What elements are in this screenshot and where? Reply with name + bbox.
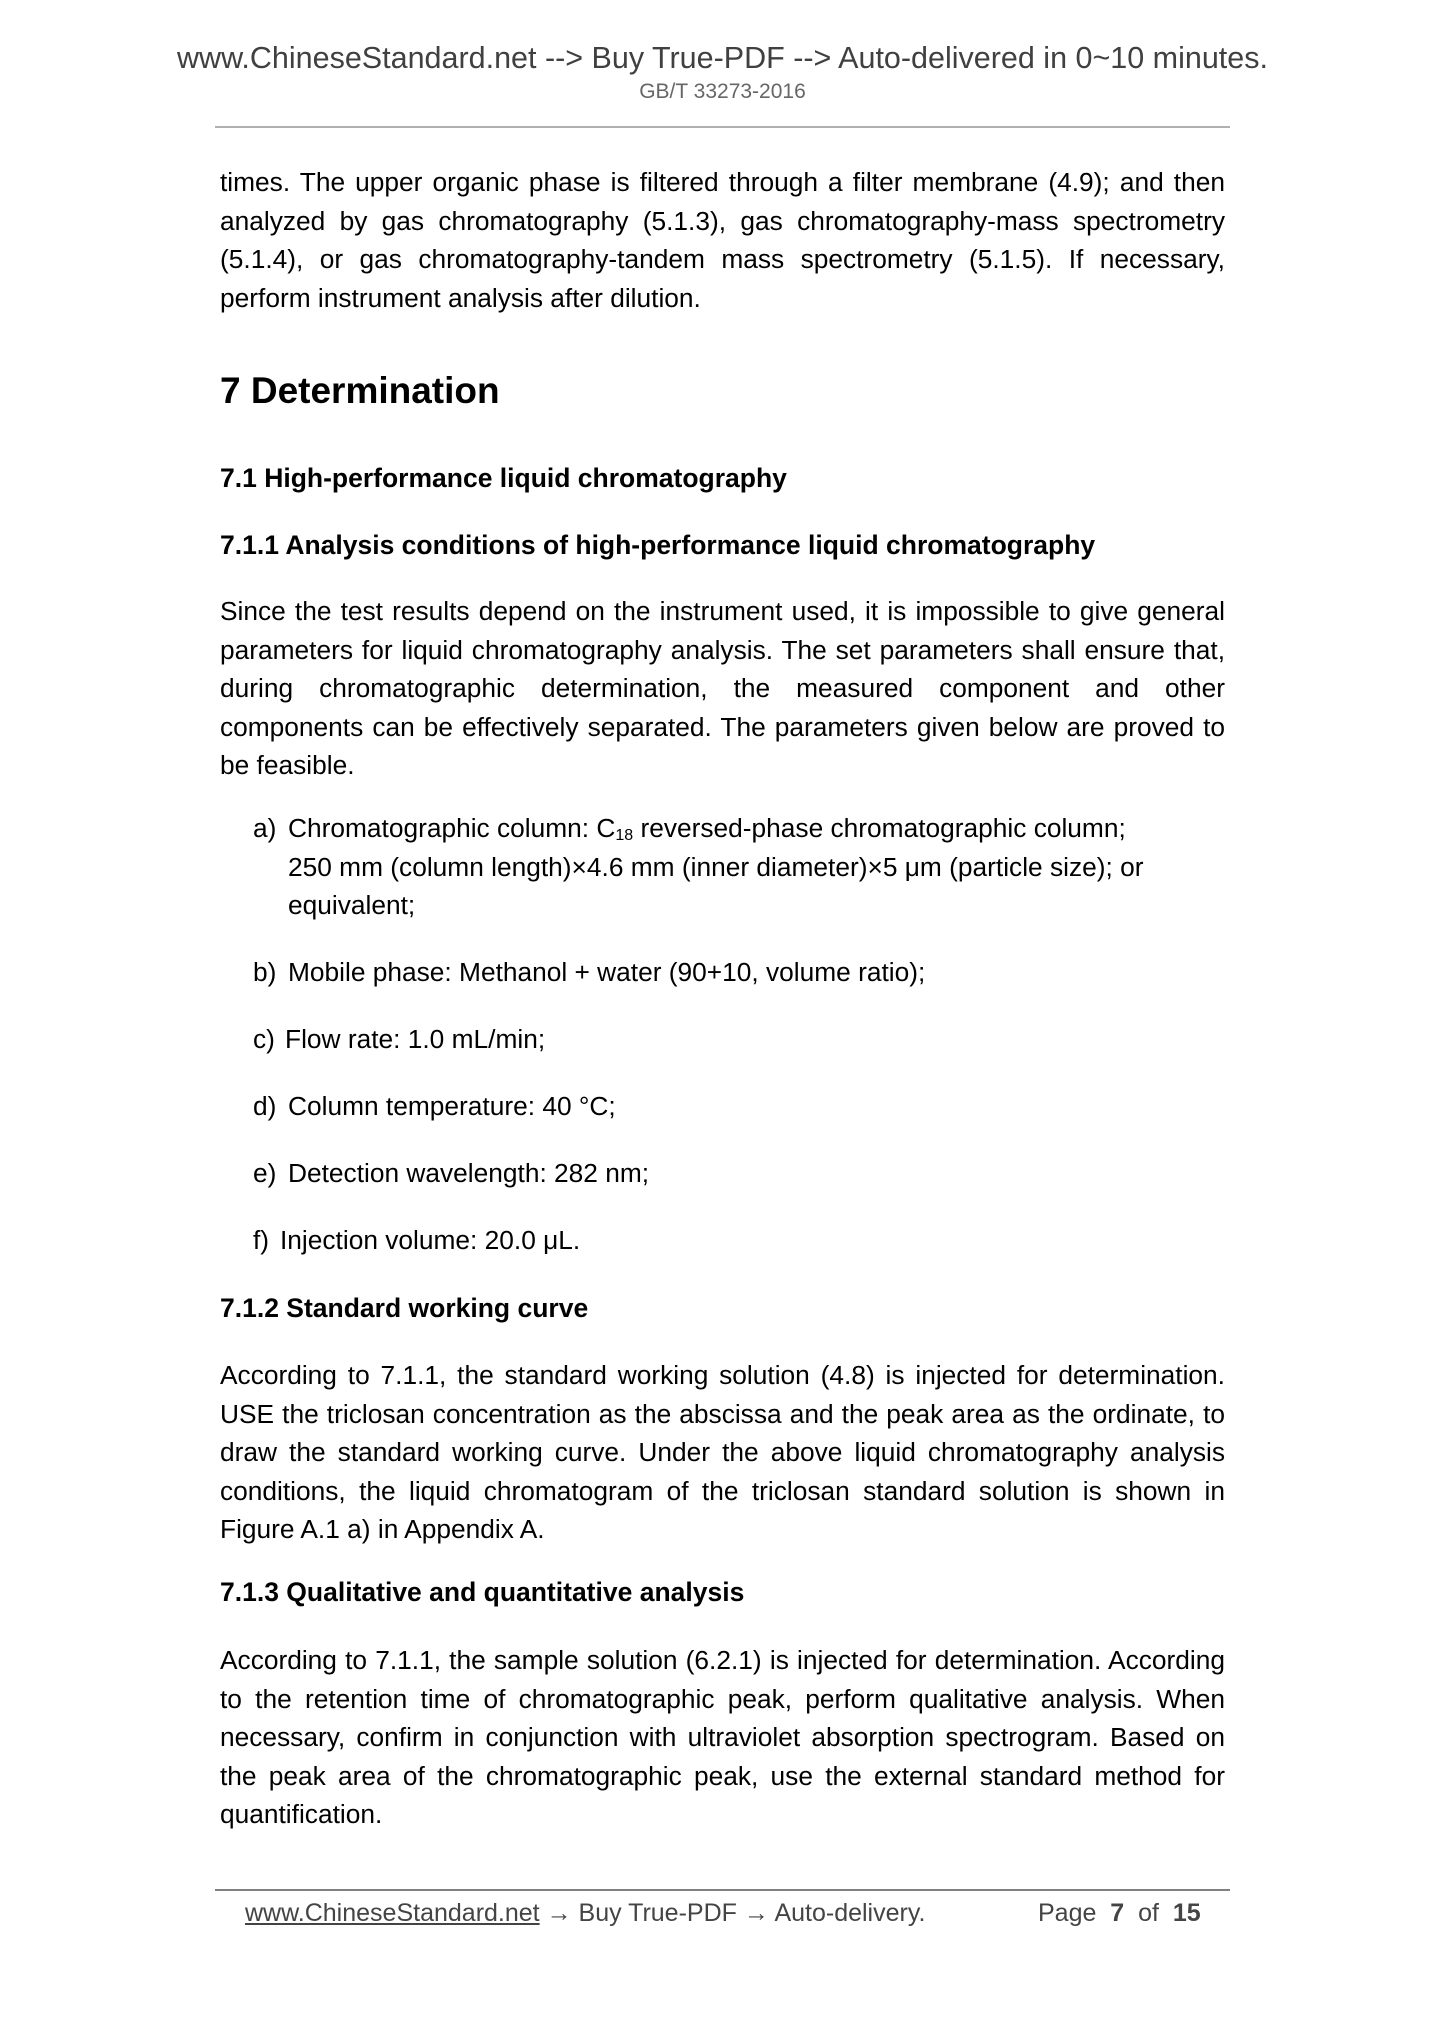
intro-paragraph: times. The upper organic phase is filtered through a filter membrane (4.9); and then analyzed by gas chromatography (5.1.3), gas chromatography-mass spectrometry (5.1.4), or gas chromatography-tandem mass spectrometry (5.1.5). If necessary, perform instrument analysis after dilution.: [220, 167, 1225, 313]
footer-site-link[interactable]: www.ChineseStandard.net: [245, 1899, 540, 1927]
condition-text: Mobile phase: Methanol + water (90+10, volume ratio);: [288, 957, 926, 987]
condition-item-a: [253, 809, 1225, 925]
condition-label: d): [253, 1091, 277, 1121]
condition-text-part: Chromatographic column: C: [288, 813, 616, 843]
section-7-heading: 7 Determination: [220, 370, 500, 411]
condition-label: a): [253, 813, 277, 843]
condition-label: e): [253, 1158, 277, 1188]
page-indicator: [1038, 1898, 1201, 1928]
page-total: 15: [1172, 1899, 1201, 1927]
condition-item-b: [253, 953, 1225, 992]
condition-item-c: [253, 1020, 1225, 1059]
subscript: 18: [615, 827, 634, 844]
condition-continuation: 250 mm (column length)×4.6 mm (inner diameter)×5 μm (particle size); or: [288, 851, 1144, 882]
footer-promo: [245, 1898, 925, 1928]
condition-item-e: [253, 1154, 1225, 1193]
section-7-1-1-paragraph: Since the test results depend on the instrument used, it is impossible to give general parameters for liquid chromatography analysis. The set parameters shall ensure that, during chromatographic determination, the measured component and other components can be effectively separated. The parameters given below are proved to be feasible.: [220, 596, 1225, 780]
section-7-1-1-heading: 7.1.1 Analysis conditions of high-performance liquid chromatography: [220, 530, 1096, 560]
condition-label: c): [253, 1024, 275, 1054]
standard-code: GB/T 33273-2016: [639, 80, 806, 103]
section-7-1-2-heading: 7.1.2 Standard working curve: [220, 1293, 589, 1323]
condition-text: Injection volume: 20.0 μL.: [280, 1225, 581, 1255]
condition-item-d: [253, 1087, 1225, 1126]
condition-continuation: equivalent;: [288, 890, 416, 920]
section-7-1-2-paragraph: According to 7.1.1, the standard working solution (4.8) is injected for determination. USE the triclosan concentration as the abscissa and the peak area as the ordinate, to draw the standard working curve. Under the above liquid chromatography analysis conditions, the liquid chromatogram of the triclosan standard solution is shown in Figure A.1 a) in Appendix A.: [220, 1360, 1225, 1544]
condition-text: Detection wavelength: 282 nm;: [288, 1158, 650, 1188]
condition-label: b): [253, 957, 277, 987]
arrow-right-icon: →: [743, 1899, 769, 1927]
header-banner: www.ChineseStandard.net --> Buy True-PDF --> Auto-delivered in 0~10 minutes.: [177, 41, 1268, 75]
header-divider: [215, 126, 1230, 128]
arrow-right-icon: →: [546, 1899, 572, 1927]
condition-text: Flow rate: 1.0 mL/min;: [285, 1024, 546, 1054]
condition-label: f): [253, 1225, 270, 1255]
footer-auto-text: Auto-delivery.: [774, 1899, 926, 1927]
section-7-1-3-heading: 7.1.3 Qualitative and quantitative analysis: [220, 1577, 745, 1607]
condition-text-part: reversed-phase chromatographic column;: [633, 813, 1126, 843]
section-7-1-heading: 7.1 High-performance liquid chromatography: [220, 463, 787, 493]
page-word: Page: [1038, 1899, 1097, 1927]
condition-text: Column temperature: 40 °C;: [288, 1091, 616, 1121]
footer-divider: [215, 1889, 1230, 1891]
condition-text: [288, 813, 1126, 843]
footer-buy-text: Buy True-PDF: [578, 1899, 737, 1927]
page-current: 7: [1110, 1899, 1125, 1927]
of-word: of: [1138, 1899, 1159, 1927]
condition-item-f: [253, 1221, 1225, 1260]
section-7-1-3-paragraph: According to 7.1.1, the sample solution (6.2.1) is injected for determination. According to the retention time of chromatographic peak, perform qualitative analysis. When necessary, confirm in conjunction with ultraviolet absorption spectrogram. Based on the peak area of the chromatographic peak, use the external standard method for quantification.: [220, 1645, 1225, 1829]
